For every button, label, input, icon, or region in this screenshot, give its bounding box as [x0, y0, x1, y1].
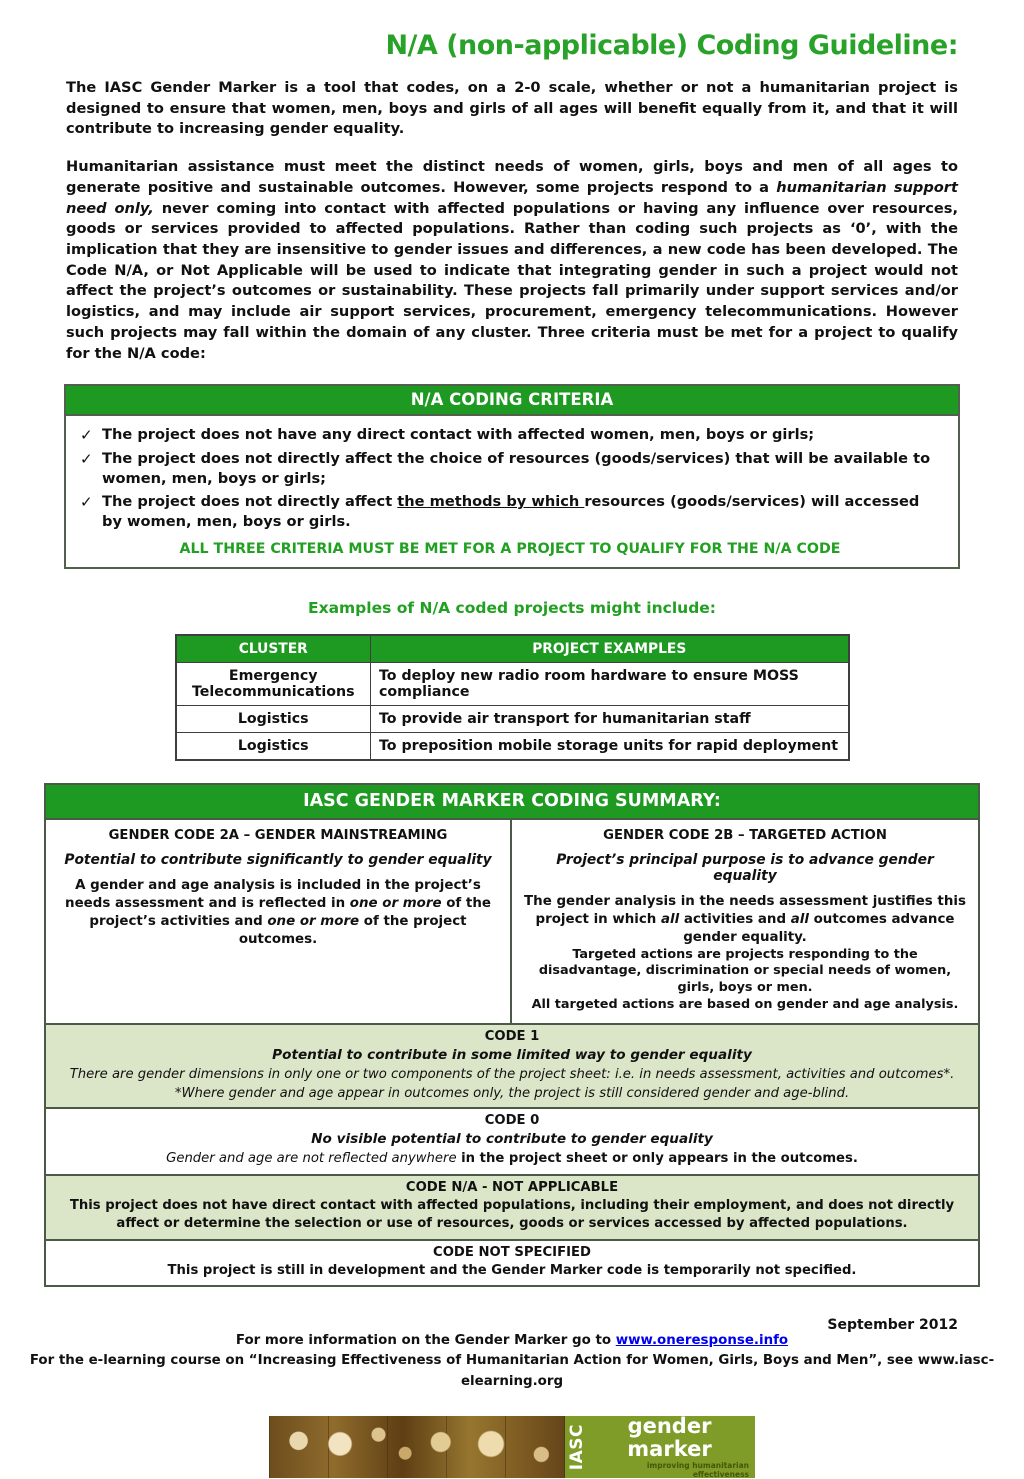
footer-info [0, 1331, 1024, 1391]
code-0-body: Gender and age are not reflected anywhere in the project sheet or only appears in the outcomes. [166, 1151, 858, 1167]
logo-text-block [590, 1415, 749, 1479]
code-0-title: CODE 0 [484, 1113, 540, 1129]
oneresponse-link[interactable]: www.oneresponse.info [615, 1333, 789, 1349]
checkmark-icon: ✓ [80, 493, 93, 512]
examples-table-header-row [176, 635, 849, 663]
criteria-item-3-pre: The project does not directly affect [102, 493, 398, 511]
code-2a-body: A gender and age analysis is included in the project’s needs assessment and is reflected in one or more of the project’s activities and one or more of the project outcomes. [65, 877, 491, 947]
logo-tagline: improving humanitarian effectiveness [646, 1460, 749, 1479]
code-not-specified-row [46, 1239, 978, 1286]
cluster-cell: Emergency Telecommunications [176, 662, 371, 705]
criteria-item-3-post: resources (goods/services) will accessed by women, men, boys or girls. [102, 493, 920, 531]
logo-green-block [565, 1413, 755, 1479]
code-1-title: CODE 1 [484, 1029, 540, 1045]
criteria-box-body [66, 416, 958, 566]
code-2b-subtitle: Project’s principal purpose is to advance gender equality [556, 851, 934, 884]
intro-paragraph-2-italic: humanitarian support need only, [66, 178, 958, 217]
code-1-row [46, 1023, 978, 1107]
code-na-row [46, 1174, 978, 1239]
iasc-gender-marker-logo [269, 1413, 755, 1479]
criteria-item-2 [76, 449, 944, 489]
intro-paragraph-2-text-end: never coming into contact with affected populations or having any influence over resources, goods or services provided to affected populations. Rather than coding such projects as ‘0’, with the implication that they are insensitive to gender issues and differences, a new code has been developed. The Code N/A, or Not Applicable will be used to indicate that integrating gender in such a project would not affect the project’s outcomes or sustainability. These projects fall primarily under support services and/or logistics, and may include air support services, procurement, emergency telecommunications. However such projects may fall within the domain of any cluster. Three criteria must be met for a project to qualify for the N/A code: [66, 199, 958, 362]
logo-name: gender marker [627, 1413, 712, 1461]
example-cell: To deploy new radio room hardware to ensure MOSS compliance [371, 662, 849, 705]
example-cell: To preposition mobile storage units for rapid deployment [371, 732, 849, 760]
footer-line-1 [0, 1331, 1024, 1351]
code-not-specified-title: CODE NOT SPECIFIED [433, 1244, 591, 1260]
na-coding-criteria-box [64, 384, 960, 568]
criteria-item-2-text: The project does not directly affect the choice of resources (goods/services) that will be available to women, men, boys or girls; [102, 450, 931, 488]
example-cell: To provide air transport for humanitarian staff [371, 705, 849, 732]
criteria-item-3-underlined: the methods by which [397, 493, 585, 511]
code-not-specified-body: This project is still in development and the Gender Marker code is temporarily not specified. [167, 1262, 857, 1278]
logo-photo-strip [269, 1416, 565, 1478]
checkmark-icon: ✓ [80, 450, 93, 469]
code-1-body: There are gender dimensions in only one or two components of the project sheet: i.e. in needs assessment, activities and outcomes*. [69, 1067, 955, 1083]
code-2b-body: The gender analysis in the needs assessment justifies this project in which all activities and all outcomes advance gender equality. [524, 893, 966, 945]
code-2b-body-line3: All targeted actions are based on gender and age analysis. [531, 996, 959, 1012]
coding-summary-table [44, 783, 980, 1288]
code-na-title: CODE N/A - NOT APPLICABLE [405, 1179, 619, 1195]
footer-line-2: For the e-learning course on “Increasing Effectiveness of Humanitarian Action for Women, Girls, Boys and Men”, see www.iasc-elearning.org [29, 1353, 995, 1389]
table-row [176, 662, 849, 705]
cluster-cell: Logistics [176, 732, 371, 760]
table-row [176, 705, 849, 732]
criteria-item-3-text [102, 492, 944, 532]
code-2b-body-line2: Targeted actions are projects responding to the disadvantage, discrimination or special needs of women, girls, boys or men. [538, 946, 952, 996]
intro-paragraph-2-text: Humanitarian assistance must meet the distinct needs of women, girls, boys and men of all ages to generate positive and sustainable outcomes. However, some projects respond to a [66, 158, 958, 196]
examples-heading: Examples of N/A coded projects might include: [307, 598, 716, 617]
code-0-row [46, 1107, 978, 1174]
cluster-cell: Logistics [176, 705, 371, 732]
iasc-vertical-text: IASC [567, 1423, 587, 1470]
criteria-item-1 [76, 425, 944, 446]
code-2b-cell [512, 820, 978, 1024]
document-page [0, 30, 1024, 1479]
code-2a-title: GENDER CODE 2A – GENDER MAINSTREAMING [108, 827, 448, 843]
criteria-footer-note: ALL THREE CRITERIA MUST BE MET FOR A PROJECT TO QUALIFY FOR THE N/A CODE [179, 540, 841, 557]
criteria-item-3 [76, 492, 944, 532]
code-2a-subtitle: Potential to contribute significantly to gender equality [64, 851, 492, 868]
code-na-body: This project does not have direct contact with affected populations, including their employment, and does not directly affect or determine the selection or use of resources, goods or services accessed by affected populations. [69, 1197, 955, 1231]
coding-summary-header: IASC GENDER MARKER CODING SUMMARY: [46, 785, 978, 820]
code-0-subtitle: No visible potential to contribute to gender equality [311, 1131, 713, 1148]
footer-line-1-text: For more information on the Gender Marker go to [235, 1333, 616, 1349]
code-1-subtitle: Potential to contribute in some limited way to gender equality [272, 1047, 752, 1064]
page-title: N/A (non-applicable) Coding Guideline: [385, 30, 958, 61]
intro-paragraph-2 [66, 157, 958, 364]
code-1-footnote: *Where gender and age appear in outcomes only, the project is still considered gender and age-blind. [174, 1086, 850, 1102]
code-2b-title: GENDER CODE 2B – TARGETED ACTION [603, 827, 887, 843]
examples-col-header-cluster: CLUSTER [176, 635, 371, 663]
code-2a-2b-row [46, 820, 978, 1024]
examples-col-header-project: PROJECT EXAMPLES [371, 635, 849, 663]
criteria-box-header: N/A CODING CRITERIA [66, 386, 958, 416]
document-date: September 2012 [827, 1317, 958, 1333]
table-row [176, 732, 849, 760]
criteria-item-1-text: The project does not have any direct contact with affected women, men, boys or girls; [102, 426, 815, 444]
intro-paragraph-1: The IASC Gender Marker is a tool that codes, on a 2-0 scale, whether or not a humanitarian project is designed to ensure that women, men, boys and girls of all ages will benefit equally from it, and that it will contribute to increasing gender equality. [66, 79, 958, 138]
checkmark-icon: ✓ [80, 426, 93, 445]
examples-table [175, 634, 850, 761]
code-2a-cell [46, 820, 512, 1024]
